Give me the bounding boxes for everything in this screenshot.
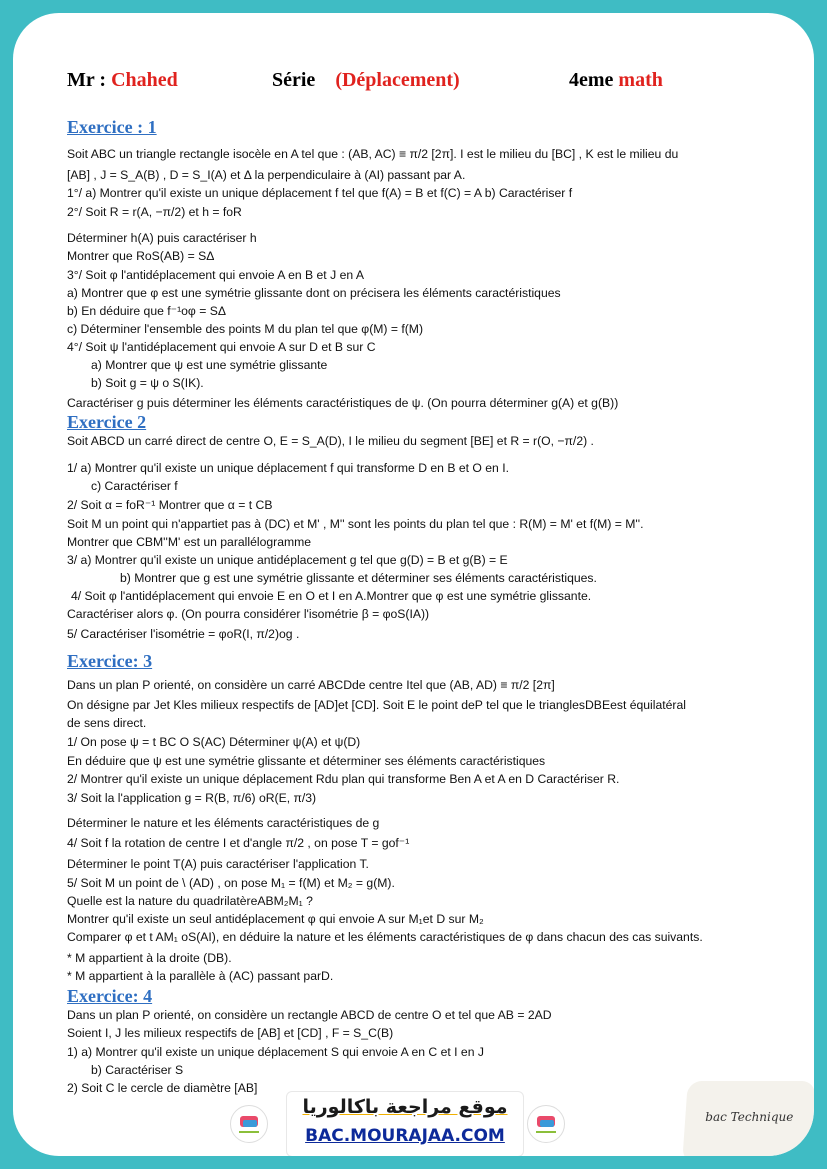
exercise-1-line: b) En déduire que f⁻¹oφ = SΔ <box>67 304 226 318</box>
exercise-4-title: Exercice: 4 <box>67 986 153 1006</box>
exercise-3-line: Montrer qu'il existe un seul antidéplacement φ qui envoie A sur M₁et D sur M₂ <box>67 912 484 926</box>
exercise-1-line: a) Montrer que ψ est une symétrie glissante <box>91 358 328 372</box>
serie-label: Série <box>272 69 316 91</box>
exercise-1-line: 3°/ Soit φ l'antidéplacement qui envoie A en B et J en A <box>67 268 364 282</box>
class-header <box>569 69 663 92</box>
exercise-2-title: Exercice 2 <box>67 412 147 432</box>
exercise-1-line: a) Montrer que φ est une symétrie glissante dont on précisera les éléments caractéristiques <box>67 286 561 300</box>
exercise-3-line: Dans un plan P orienté, on considère un carré ABCDde centre Itel que (AB, AD) ≡ π/2 [2π] <box>67 678 555 692</box>
exercise-3-line: 1/ On pose ψ = t BC O S(AC) Déterminer ψ(A) et ψ(D) <box>67 735 361 749</box>
exercise-1-line: c) Déterminer l'ensemble des points M du plan tel que φ(M) = f(M) <box>67 322 424 336</box>
exercise-2-line: 2/ Soit α = foR⁻¹ Montrer que α = t CB <box>67 498 273 512</box>
right-logo-icon <box>527 1105 565 1143</box>
exercise-4-line: 2) Soit C le cercle de diamètre [AB] <box>67 1081 258 1095</box>
exercise-4-line: 1) a) Montrer qu'il existe un unique déplacement S qui envoie A en C et I en J <box>67 1045 484 1059</box>
exercise-2-line: 5/ Caractériser l'isométrie = φoR(I, π/2)og . <box>67 627 300 641</box>
exercise-3-line: * M appartient à la droite (DB). <box>67 951 232 965</box>
class-level: 4eme <box>569 69 614 91</box>
exercise-3-title: Exercice: 3 <box>67 651 153 671</box>
exercise-1-line: Montrer que RoS(AB) = SΔ <box>67 249 215 263</box>
bac-technique-badge <box>682 1081 814 1156</box>
serie-topic: (Déplacement) <box>335 69 460 91</box>
exercise-3-line: En déduire que ψ est une symétrie glissante et déterminer ses éléments caractéristiques <box>67 754 546 768</box>
exercise-1-line: b) Soit g = ψ o S(IK). <box>91 376 204 390</box>
exercise-3-line: * M appartient à la parallèle à (AC) passant parD. <box>67 969 334 983</box>
exercise-3-line: 3/ Soit la l'application g = R(B, π/6) oR(E, π/3) <box>67 791 317 805</box>
exercise-3-line: Comparer φ et t AM₁ oS(AI), en déduire la nature et les éléments caractéristiques de φ dans chacun des cas suivants. <box>67 930 703 944</box>
exercise-2-line: Soit M un point qui n'appartiet pas à (DC) et M' , M'' sont les points du plan tel que : R(M) = M' et f(M) = M''. <box>67 517 644 531</box>
exercise-3-line: 2/ Montrer qu'il existe un unique déplacement Rdu plan qui transforme Ben A et A en D Caractériser R. <box>67 772 620 786</box>
exercise-2-line: Soit ABCD un carré direct de centre O, E = S_A(D), I le milieu du segment [BE] et R = r(O, −π/2) . <box>67 434 594 448</box>
exercise-4-line: Dans un plan P orienté, on considère un rectangle ABCD de centre O et tel que AB = 2AD <box>67 1008 552 1022</box>
exercise-1-line: 4°/ Soit ψ l'antidéplacement qui envoie A sur D et B sur C <box>67 340 376 354</box>
worksheet-page <box>13 13 814 1156</box>
exercise-2-line: 1/ a) Montrer qu'il existe un unique déplacement f qui transforme D en B et O en I. <box>67 461 509 475</box>
teacher-label: Mr : <box>67 69 107 91</box>
exercise-3-line: 4/ Soit f la rotation de centre I et d'angle π/2 , on pose T = gof⁻¹ <box>67 836 410 850</box>
exercise-2-line: c) Caractériser f <box>91 479 178 493</box>
exercise-2-line: 4/ Soit φ l'antidéplacement qui envoie E en O et I en A.Montrer que φ est une symétrie glissante. <box>71 589 592 603</box>
exercise-1-line: [AB] , J = S_A(B) , D = S_I(A) et Δ la perpendiculaire à (AI) passant par A. <box>67 168 466 182</box>
exercise-3-line: Déterminer le point T(A) puis caractériser l'application T. <box>67 857 369 871</box>
exercise-3-line: Déterminer le nature et les éléments caractéristiques de g <box>67 816 380 830</box>
exercise-2-line: Caractériser alors φ. (On pourra considérer l'isométrie β = φoS(IA)) <box>67 607 430 621</box>
class-subject: math <box>618 69 663 91</box>
site-domain-link[interactable]: BAC.MOURAJAA.COM <box>305 1126 505 1146</box>
teacher-header <box>67 69 178 92</box>
exercise-1-line: 2°/ Soit R = r(A, −π/2) et h = foR <box>67 205 242 219</box>
exercise-1-line: Déterminer h(A) puis caractériser h <box>67 231 257 245</box>
left-logo-icon <box>230 1105 268 1143</box>
exercise-2-line: 3/ a) Montrer qu'il existe un unique antidéplacement g tel que g(D) = B et g(B) = E <box>67 553 508 567</box>
exercise-4-line: b) Caractériser S <box>91 1063 184 1077</box>
exercise-3-line: Quelle est la nature du quadrilatèreABM₂M₁ ? <box>67 894 313 908</box>
exercise-3-line: On désigne par Jet Kles milieux respectifs de [AD]et [CD]. Soit E le point deP tel que le trianglesDBEest équilatéral <box>67 698 686 712</box>
site-banner[interactable] <box>286 1091 524 1156</box>
exercise-1-line: Caractériser g puis déterminer les éléments caractéristiques de ψ. (On pourra déterminer g(A) et g(B)) <box>67 396 619 410</box>
exercise-2-line: b) Montrer que g est une symétrie glissante et déterminer ses éléments caractéristiques. <box>120 571 597 585</box>
exercise-3-line: 5/ Soit M un point de \ (AD) , on pose M₁ = f(M) et M₂ = g(M). <box>67 876 395 890</box>
teacher-name: Chahed <box>111 69 178 91</box>
exercise-1-title: Exercice : 1 <box>67 117 157 137</box>
badge-text: bac Technique <box>705 1110 794 1124</box>
exercise-1-line: 1°/ a) Montrer qu'il existe un unique déplacement f tel que f(A) = B et f(C) = A b) Caractériser f <box>67 186 573 200</box>
serie-header <box>272 69 460 92</box>
exercise-3-line: de sens direct. <box>67 716 147 730</box>
exercise-2-line: Montrer que CBM''M' est un parallélogramme <box>67 535 312 549</box>
site-arabic-name: موقع مراجعة باكالوريا <box>302 1096 508 1118</box>
exercise-4-line: Soient I, J les milieux respectifs de [AB] et [CD] , F = S_C(B) <box>67 1026 394 1040</box>
exercise-1-line: Soit ABC un triangle rectangle isocèle en A tel que : (AB, AC) ≡ π/2 [2π]. I est le milieu du [BC] , K est le milieu du <box>67 147 679 161</box>
